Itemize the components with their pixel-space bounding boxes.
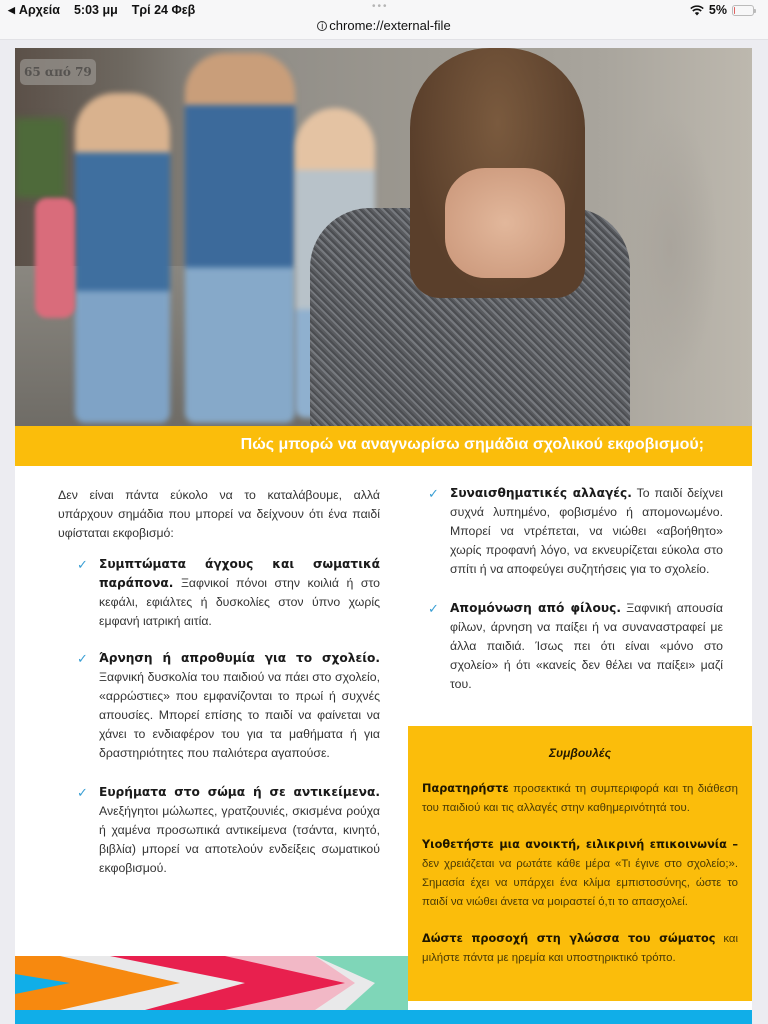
list-item — [77, 783, 380, 878]
tips-box — [408, 726, 752, 1001]
bottom-blue-bar — [15, 1010, 752, 1024]
checkmark-icon: ✓ — [77, 651, 88, 666]
tip-lead: Δώστε προσοχή στη γλώσσα του σώματος — [422, 932, 716, 945]
tips-title: Συμβουλές — [548, 746, 612, 760]
checkmark-icon: ✓ — [428, 601, 439, 616]
back-label: Αρχεία — [18, 3, 60, 17]
item-text: Ανεξήγητοι μώλωπες, γρατζουνιές, σκισμένα ρούχα ή χαμένα προσωπικά αντικείμενα (τσάντα, κινητό, βιβλία) μπορεί να αποτελούν ενδείξεις σωματικού εκφοβισμού. — [99, 804, 380, 875]
battery-icon — [732, 5, 754, 16]
date: Τρί 24 Φεβ — [131, 3, 196, 17]
page-counter: 65 από 79 — [20, 59, 96, 85]
battery-percent: 5% — [708, 3, 727, 17]
photo-backpack — [35, 198, 75, 318]
item-text: Ξαφνική δυσκολία του παιδιού να πάει στο σχολείο, «αρρώστιες» που εμφανίζονται το πρωί ή συχνές απουσίες. Μπορεί επίσης το παιδί να φαίνεται να χάνει το ενδιαφέρον του για τα μαθήματα ή για δραστηριότητες που παλιότερα αγαπούσε. — [99, 670, 380, 760]
intro-paragraph: Δεν είναι πάντα εύκολο να το καταλάβουμε, αλλά υπάρχουν σημάδια που μπορεί να δείχνουν ότι ένα παιδί υφίσταται εκφοβισμό: — [58, 488, 380, 540]
status-left — [8, 3, 195, 17]
checkmark-icon: ✓ — [77, 557, 88, 572]
url-bar[interactable] — [0, 18, 768, 33]
list-item — [428, 484, 723, 579]
list-item — [77, 555, 380, 631]
wifi-icon — [690, 5, 704, 16]
item-heading: Συναισθηματικές αλλαγές. — [450, 486, 632, 500]
signs-list-right — [428, 484, 723, 714]
item-heading: Άρνηση ή απροθυμία για το σχολείο. — [99, 651, 380, 665]
more-dots-icon[interactable]: ••• — [372, 1, 389, 12]
tip-lead: Υιοθετήστε μια ανοικτή, ειλικρινή επικοινωνία – — [422, 838, 738, 851]
checkmark-icon: ✓ — [77, 785, 88, 800]
item-text: Ξαφνική απουσία φίλων, άρνηση να παίξει ή να συναναστραφεί με άλλα παιδιά. Ίσως πει ότι είναι «μόνο στο σχολείο» ή ότι «κανείς δεν θέλει να παίξει» μαζί του. — [450, 601, 723, 691]
page-title: Πώς μπορώ να αναγνωρίσω σημάδια σχολικού εκφοβισμού; — [240, 436, 704, 453]
clock: 5:03 μμ — [73, 3, 118, 17]
photo-bush — [15, 118, 65, 198]
status-bar — [0, 0, 768, 40]
tip-item — [422, 779, 738, 818]
tip-item — [422, 929, 738, 968]
tip-text: προσεκτικά τη συμπεριφορά και τη διάθεση του παιδιού και τις αλλαγές στην καθημερινότητά του. — [422, 783, 738, 814]
bullying-photo — [15, 48, 752, 426]
info-icon: i — [317, 21, 327, 31]
url-text: chrome://external-file — [329, 18, 451, 33]
item-text: Ξαφνικοί πόνοι στην κοιλιά ή στο κεφάλι, εφιάλτες ή δυσκολίες στον ύπνο χωρίς εμφανή ιατρική αιτία. — [99, 576, 380, 628]
battery-level — [734, 7, 735, 14]
tip-text: δεν χρειάζεται να ρωτάτε κάθε μέρα «Τι έγινε στο σχολείο;». Σημασία έχει να υπάρχει ένα κλίμα εμπιστοσύνης, ώστε το παιδί να νιώθει άνετα να μοιραστεί ό,τι το απασχολεί. — [422, 858, 738, 908]
item-heading: Απομόνωση από φίλους. — [450, 601, 621, 615]
list-item — [428, 599, 723, 694]
item-heading: Ευρήματα στο σώμα ή σε αντικείμενα. — [99, 785, 380, 799]
status-right — [690, 3, 754, 17]
tip-item — [422, 835, 738, 912]
title-band — [15, 426, 752, 466]
photo-girl-hands — [445, 168, 565, 278]
back-to-files-button[interactable] — [8, 3, 60, 17]
pdf-page[interactable] — [15, 48, 752, 1024]
photo-child-1 — [75, 93, 170, 423]
back-triangle-icon: ◀ — [8, 4, 15, 15]
list-item — [77, 649, 380, 763]
photo-child-2 — [185, 53, 295, 423]
decorative-chevrons — [15, 956, 408, 1010]
signs-list-left — [77, 555, 380, 898]
item-heading: Συμπτώματα άγχους και σωματικά παράπονα. — [99, 557, 380, 590]
viewer-gutter — [752, 40, 768, 1024]
checkmark-icon: ✓ — [428, 486, 439, 501]
item-text: Το παιδί δείχνει συχνά λυπημένο, φοβισμένο ή απομονωμένο. Μπορεί να ντρέπεται, να νιώθει «αβοήθητο» χωρίς προφανή λόγο, να εκνευρίζεται εύκολα στο σπίτι ή να αποφεύγει συζητήσεις για το σχολείο. — [450, 486, 723, 576]
tip-text: και μιλήστε πάντα με ηρεμία και υποστηρικτικό τρόπο. — [422, 933, 738, 964]
tip-lead: Παρατηρήστε — [422, 782, 509, 795]
